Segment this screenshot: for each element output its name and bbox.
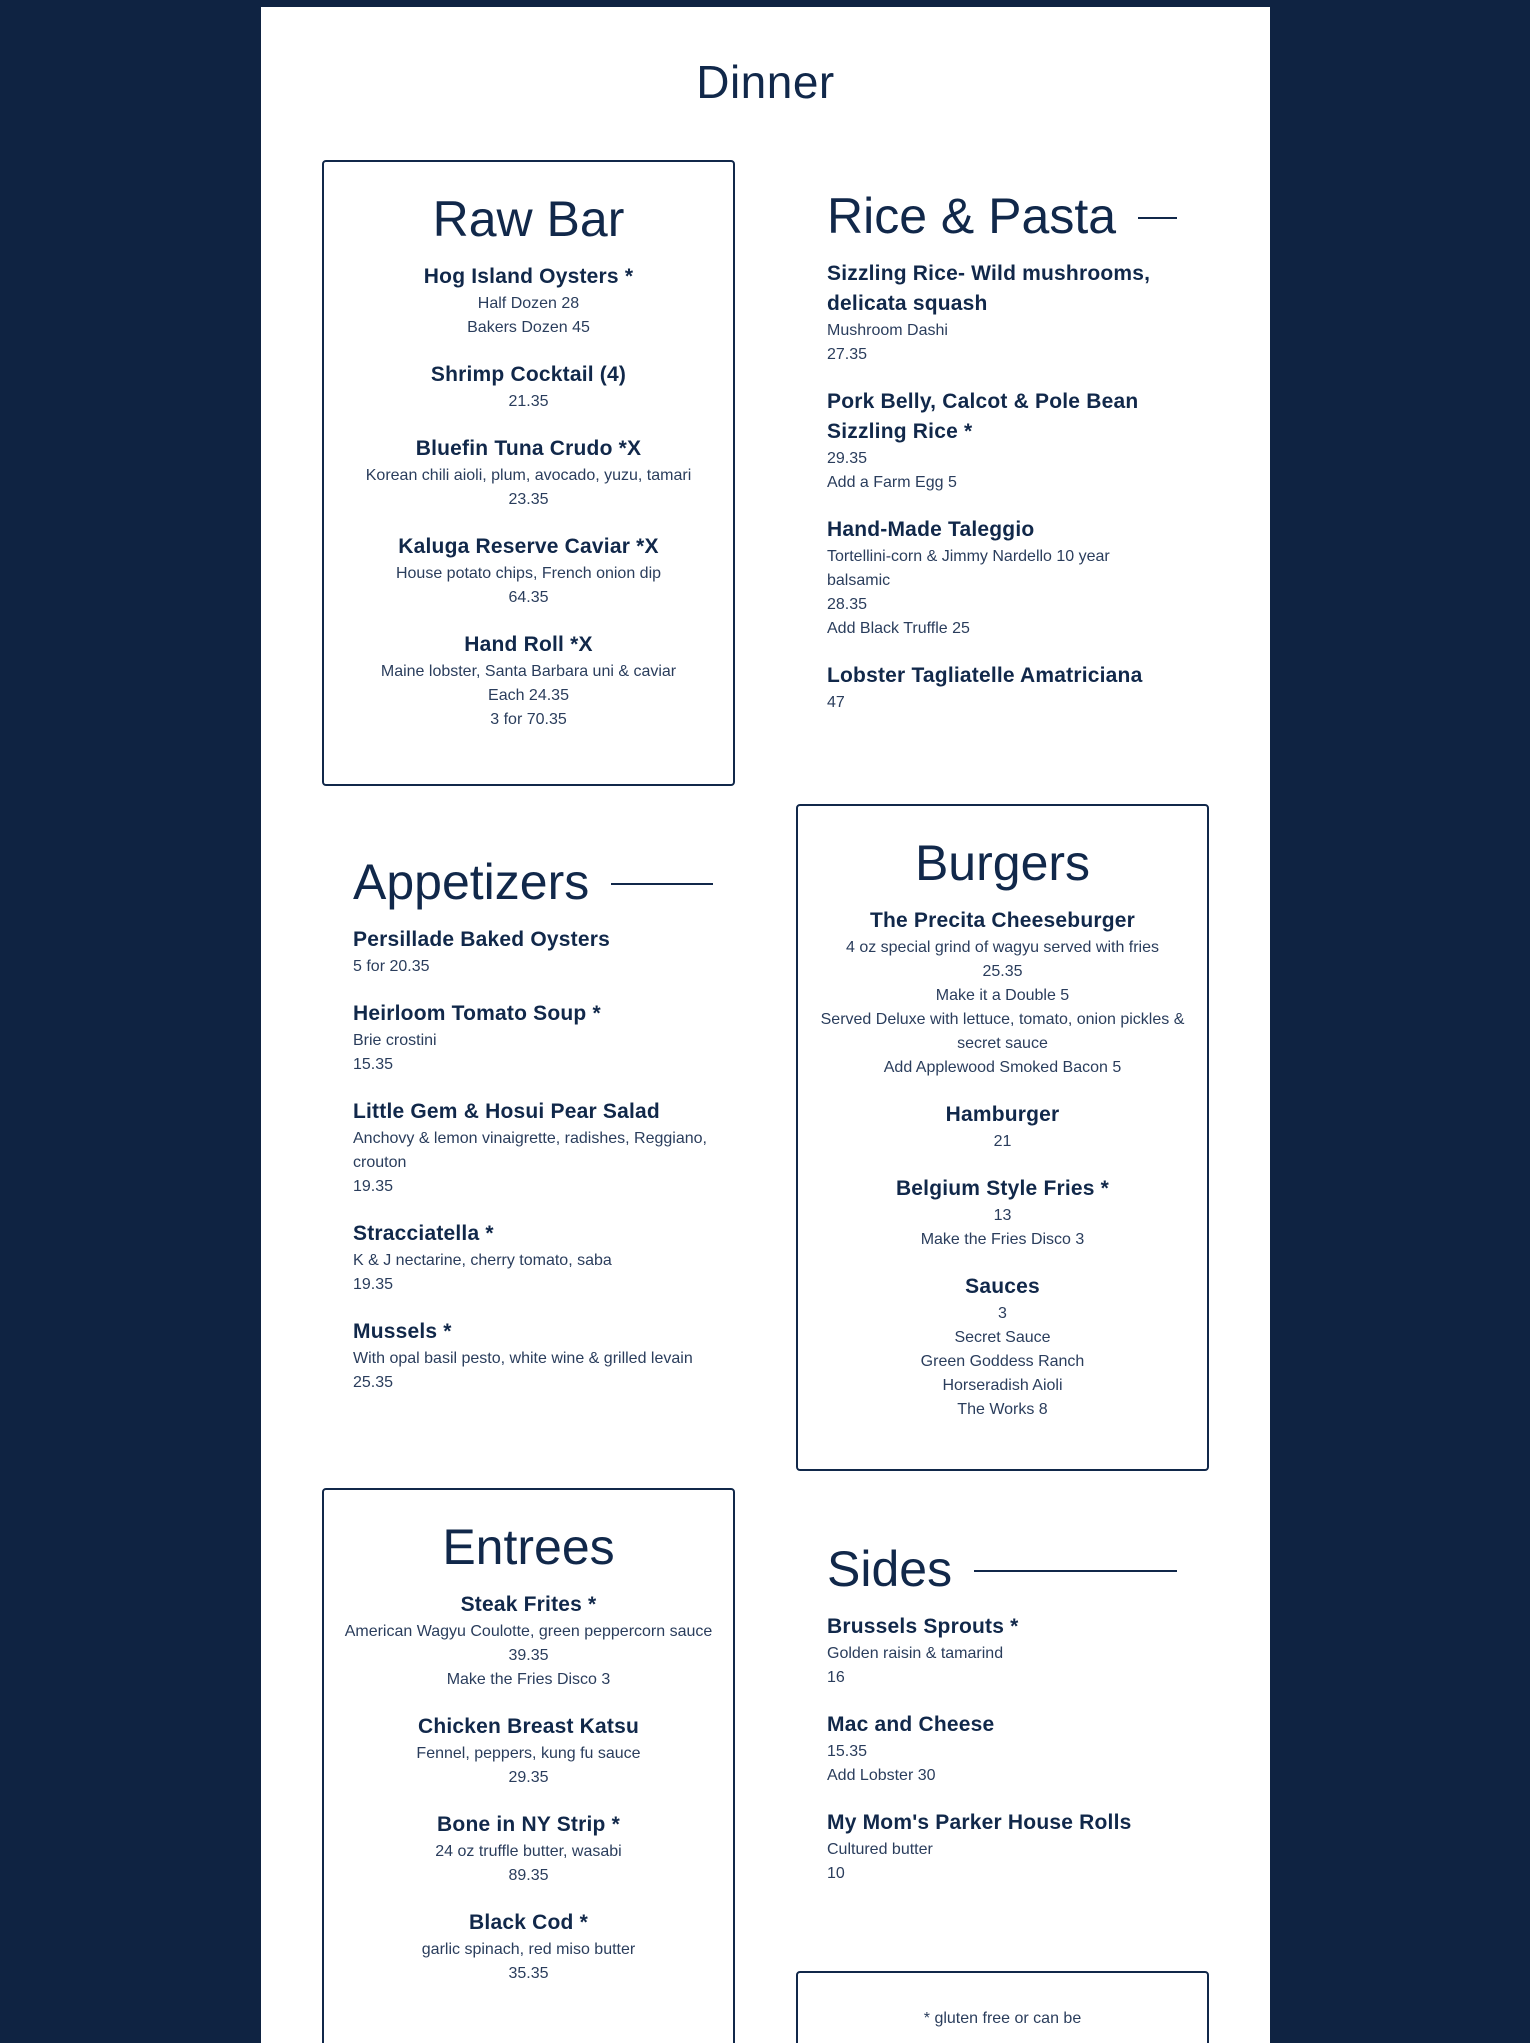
menu-item (827, 1808, 1177, 1886)
footnote-gluten-free: * gluten free or can be (923, 2010, 1082, 2027)
menu-item-name: Kaluga Reserve Caviar *X (398, 535, 659, 558)
menu-item (344, 1590, 713, 1692)
menu-item-detail: Half Dozen 28 (477, 295, 580, 312)
menu-item (344, 434, 713, 512)
menu-item-name: Shrimp Cocktail (4) (430, 363, 627, 386)
menu-item-name: Steak Frites * (460, 1593, 597, 1616)
menu-item-detail: Golden raisin & tamarind (827, 1645, 1004, 1662)
menu-item (344, 630, 713, 732)
section-header (827, 187, 1177, 245)
menu-item (827, 1710, 1177, 1788)
section-header (827, 1540, 1177, 1598)
section-title: Appetizers (353, 854, 590, 910)
section-rule (974, 1570, 1177, 1572)
menu-item-detail: 21 (993, 1133, 1012, 1150)
menu-item (353, 1219, 713, 1297)
item-list (353, 925, 713, 1395)
menu-item-detail: 10 (827, 1865, 845, 1882)
menu-item-detail: American Wagyu Coulotte, green peppercorn sauce (344, 1623, 713, 1640)
menu-page (261, 7, 1270, 2043)
section-title: Sides (827, 1541, 953, 1597)
menu-item-detail: Secret Sauce (954, 1329, 1051, 1346)
menu-item-detail: 47 (827, 694, 845, 711)
menu-item-detail: Mushroom Dashi (827, 322, 948, 339)
menu-item-detail: 25.35 (982, 963, 1023, 980)
menu-item-detail: 28.35 (827, 596, 868, 613)
menu-item-detail: Korean chili aioli, plum, avocado, yuzu, tamari (365, 467, 692, 484)
menu-item-detail: 24 oz truffle butter, wasabi (435, 1843, 622, 1860)
menu-item-detail: 25.35 (353, 1374, 394, 1391)
menu-item-name: Sauces (965, 1275, 1040, 1298)
menu-item-detail: Add Applewood Smoked Bacon 5 (883, 1059, 1122, 1076)
menu-item (818, 1100, 1187, 1154)
menu-item-detail: 15.35 (827, 1743, 868, 1760)
menu-item-detail: 15.35 (353, 1056, 394, 1073)
menu-item-detail: 13 (993, 1207, 1012, 1224)
menu-item-detail: Make it a Double 5 (935, 987, 1070, 1004)
menu-item-name: Bluefin Tuna Crudo *X (415, 437, 642, 460)
menu-item (353, 925, 713, 979)
section-title: Rice & Pasta (827, 188, 1117, 244)
menu-item-name: Little Gem & Hosui Pear Salad (353, 1100, 660, 1123)
menu-item (827, 515, 1177, 641)
menu-item-detail: Green Goddess Ranch (920, 1353, 1085, 1370)
menu-item (818, 1272, 1187, 1422)
menu-item-name: Mac and Cheese (827, 1713, 995, 1736)
menu-item-detail: 19.35 (353, 1276, 394, 1293)
menu-item-detail: 29.35 (508, 1769, 549, 1786)
menu-item-detail: Make the Fries Disco 3 (920, 1231, 1085, 1248)
menu-item-detail: Make the Fries Disco 3 (446, 1671, 611, 1688)
section-sides (827, 1540, 1177, 1906)
section-rice-pasta (827, 187, 1177, 735)
menu-item-detail: 3 (998, 1305, 1007, 1322)
menu-item-name: Hand-Made Taleggio (827, 518, 1035, 541)
section-rule (611, 883, 713, 885)
menu-item-detail: 89.35 (508, 1867, 549, 1884)
menu-item-detail: 27.35 (827, 346, 868, 363)
menu-item (818, 906, 1187, 1080)
item-list (827, 259, 1177, 715)
menu-item (827, 661, 1177, 715)
menu-item (818, 1174, 1187, 1252)
menu-item (344, 360, 713, 414)
menu-item-name: Black Cod * (469, 1911, 588, 1934)
menu-item-detail: 39.35 (508, 1647, 549, 1664)
menu-item-detail: 23.35 (508, 491, 549, 508)
menu-item-detail: 19.35 (353, 1178, 394, 1195)
menu-item-detail: Each 24.35 (488, 687, 569, 704)
menu-item-detail: Fennel, peppers, kung fu sauce (416, 1745, 641, 1762)
menu-item-detail: Served Deluxe with lettuce, tomato, onion pickles & secret sauce (820, 1011, 1185, 1052)
menu-item-detail: Horseradish Aioli (942, 1377, 1063, 1394)
menu-item-detail: K & J nectarine, cherry tomato, saba (353, 1252, 612, 1269)
menu-item-name: Hand Roll *X (464, 633, 593, 656)
menu-item (353, 1317, 713, 1395)
section-header (353, 853, 713, 911)
menu-item-detail: Tortellini-corn & Jimmy Nardello 10 year balsamic (827, 548, 1110, 589)
menu-item (353, 999, 713, 1077)
item-list (827, 1612, 1177, 1886)
menu-item-name: Heirloom Tomato Soup * (353, 1002, 601, 1025)
menu-item-name: Sizzling Rice- Wild mushrooms, delicata squash (827, 262, 1151, 315)
menu-item-detail: 35.35 (508, 1965, 549, 1982)
item-list (344, 1590, 713, 1986)
section-notes (796, 1971, 1209, 2043)
menu-item-name: Hog Island Oysters * (423, 265, 634, 288)
menu-item-name: Stracciatella * (353, 1222, 494, 1245)
menu-item-detail: Add Black Truffle 25 (827, 620, 970, 637)
menu-item-detail: 64.35 (508, 589, 549, 606)
menu-item-detail: The Works 8 (957, 1401, 1048, 1418)
item-list (344, 262, 713, 732)
menu-item (827, 259, 1177, 367)
section-title: Entrees (442, 1519, 615, 1575)
menu-item-detail: Brie crostini (353, 1032, 437, 1049)
menu-item (344, 262, 713, 340)
menu-item-detail: 5 for 20.35 (353, 958, 430, 975)
menu-item-name: Pork Belly, Calcot & Pole Bean Sizzling Rice * (827, 390, 1139, 443)
menu-item-detail: House potato chips, French onion dip (395, 565, 662, 582)
page-title: Dinner (696, 56, 835, 108)
menu-item-name: Hamburger (945, 1103, 1060, 1126)
menu-item-name: Lobster Tagliatelle Amatriciana (827, 664, 1143, 687)
menu-item (344, 1908, 713, 1986)
menu-item-name: My Mom's Parker House Rolls (827, 1811, 1132, 1834)
menu-item-name: Chicken Breast Katsu (417, 1715, 640, 1738)
menu-item-name: Persillade Baked Oysters (353, 928, 610, 951)
menu-item (344, 1810, 713, 1888)
section-raw-bar (322, 160, 735, 786)
menu-item-detail: 29.35 (827, 450, 868, 467)
menu-item (353, 1097, 713, 1199)
menu-item-detail: 21.35 (508, 393, 549, 410)
menu-item-detail: With opal basil pesto, white wine & grilled levain (353, 1350, 693, 1367)
menu-item-detail: 16 (827, 1669, 845, 1686)
menu-item-detail: Anchovy & lemon vinaigrette, radishes, Reggiano, crouton (353, 1130, 707, 1171)
menu-item-name: Mussels * (353, 1320, 452, 1343)
menu-item-detail: 4 oz special grind of wagyu served with fries (845, 939, 1160, 956)
section-title: Raw Bar (432, 191, 625, 247)
menu-item (827, 1612, 1177, 1690)
menu-item-detail: Add Lobster 30 (827, 1767, 936, 1784)
menu-item (344, 532, 713, 610)
menu-item-detail: 3 for 70.35 (490, 711, 567, 728)
section-rule (1138, 217, 1177, 219)
menu-item-name: Bone in NY Strip * (437, 1813, 620, 1836)
menu-item (344, 1712, 713, 1790)
menu-item-detail: Maine lobster, Santa Barbara uni & caviar (380, 663, 677, 680)
section-appetizers (353, 853, 713, 1415)
section-title: Burgers (914, 835, 1091, 891)
menu-item (827, 387, 1177, 495)
section-entrees (322, 1488, 735, 2043)
menu-item-name: Brussels Sprouts * (827, 1615, 1019, 1638)
section-burgers (796, 804, 1209, 1471)
menu-item-detail: Add a Farm Egg 5 (827, 474, 957, 491)
menu-item-detail: garlic spinach, red miso butter (421, 1941, 636, 1958)
item-list (818, 906, 1187, 1422)
menu-item-name: The Precita Cheeseburger (869, 909, 1136, 932)
menu-item-detail: Cultured butter (827, 1841, 933, 1858)
menu-item-detail: Bakers Dozen 45 (467, 319, 590, 336)
menu-item-name: Belgium Style Fries * (895, 1177, 1110, 1200)
